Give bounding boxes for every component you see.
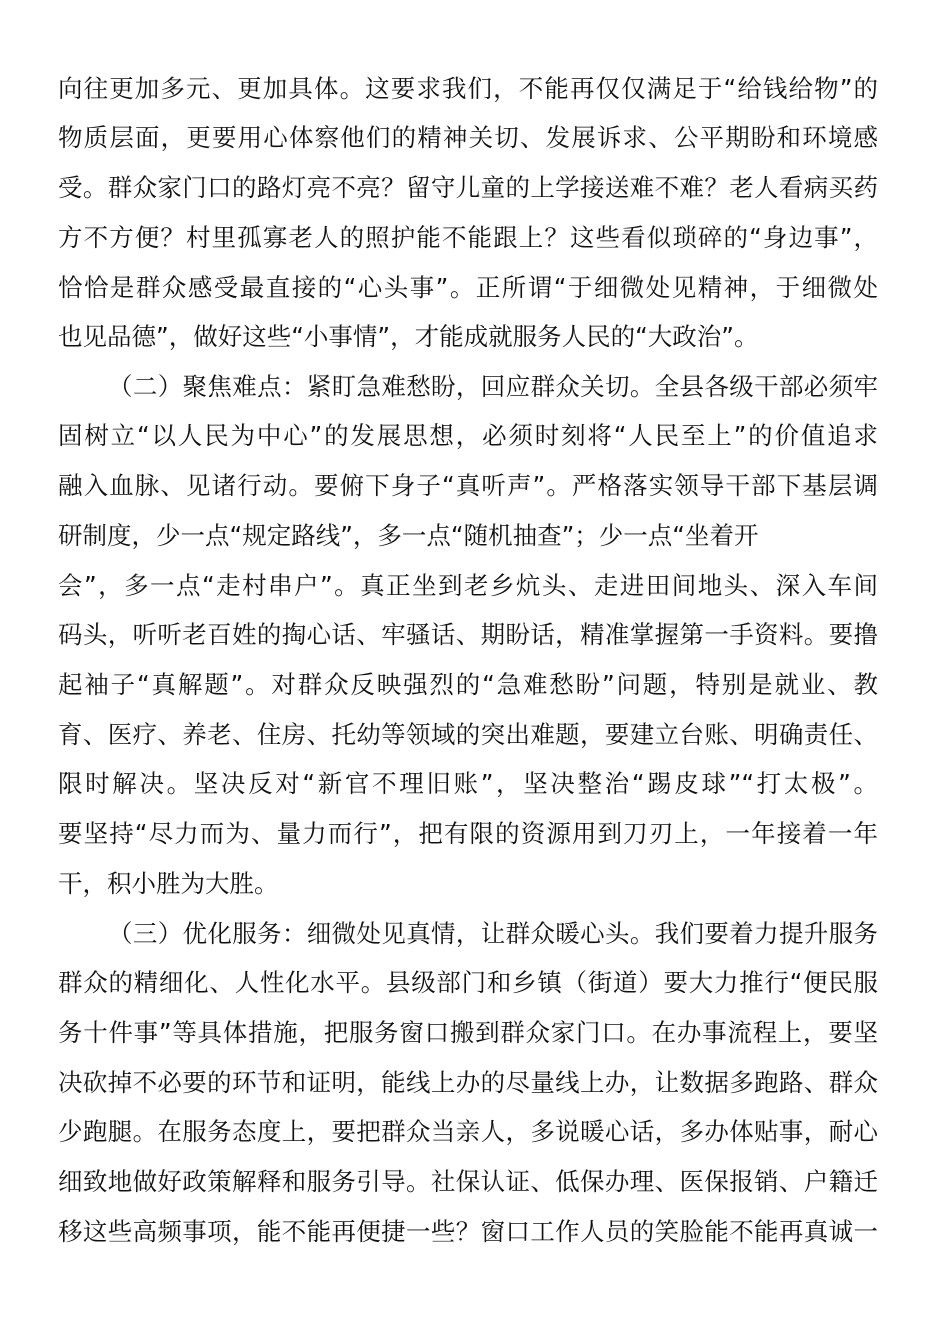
text-line: 恰恰是群众感受最直接的“心头事”。正所谓“于细微处见精神，于细微处: [58, 273, 878, 302]
text-line: 务十件事”等具体措施，把服务窗口搬到群众家门口。在办事流程上，要坚: [58, 1018, 878, 1047]
text-line: 移这些高频事项，能不能再便捷一些？窗口工作人员的笑脸能不能再真诚一: [58, 1217, 878, 1246]
text-line: 决砍掉不必要的环节和证明，能线上办的尽量线上办，让数据多跑路、群众: [58, 1068, 878, 1097]
text-line: 少跑腿。在服务态度上，要把群众当亲人，多说暖心话，多办体贴事，耐心: [58, 1117, 878, 1146]
text-line: 要坚持“尽力而为、量力而行”，把有限的资源用到刀刃上，一年接着一年: [58, 819, 878, 848]
text-line: 固树立“以人民为中心”的发展思想，必须时刻将“人民至上”的价值追求: [58, 421, 878, 450]
text-line: 会”，多一点“走村串户”。真正坐到老乡炕头、走进田间地头、深入车间: [58, 571, 878, 600]
paragraph-heading-line: （二）聚焦难点：紧盯急难愁盼，回应群众关切。全县各级干部必须牢: [108, 372, 878, 401]
text-line: 物质层面，更要用心体察他们的精神关切、发展诉求、公平期盼和环境感: [58, 123, 878, 152]
text-line: 限时解决。坚决反对“新官不理旧账”，坚决整治“踢皮球”“打太极”。: [58, 769, 878, 798]
text-line: 细致地做好政策解释和服务引导。社保认证、低保办理、医保报销、户籍迁: [58, 1167, 878, 1196]
text-line: 受。群众家门口的路灯亮不亮？留守儿童的上学接送难不难？老人看病买药: [58, 173, 878, 202]
text-line: 也见品德”，做好这些“小事情”，才能成就服务人民的“大政治”。: [58, 322, 759, 351]
text-line: 研制度，少一点“规定路线”，多一点“随机抽查”；少一点“坐着开: [58, 521, 759, 550]
text-line: 育、医疗、养老、住房、托幼等领域的突出难题，要建立台账、明确责任、: [58, 720, 878, 749]
paragraph-heading-line: （三）优化服务：细微处见真情，让群众暖心头。我们要着力提升服务: [108, 919, 878, 948]
text-line: 向往更加多元、更加具体。这要求我们，不能再仅仅满足于“给钱给物”的: [58, 74, 878, 103]
text-line: 方不方便？村里孤寡老人的照护能不能跟上？这些看似琐碎的“身边事”，: [58, 223, 878, 252]
text-line: 干，积小胜为大胜。: [58, 869, 279, 898]
text-line: 码头，听听老百姓的掏心话、牢骚话、期盼话，精准掌握第一手资料。要撸: [58, 620, 878, 649]
text-line: 融入血脉、见诸行动。要俯下身子“真听声”。严格落实领导干部下基层调: [58, 471, 878, 500]
text-line: 起袖子“真解题”。对群众反映强烈的“急难愁盼”问题，特别是就业、教: [58, 670, 878, 699]
text-line: 群众的精细化、人性化水平。县级部门和乡镇（街道）要大力推行“便民服: [58, 968, 878, 997]
